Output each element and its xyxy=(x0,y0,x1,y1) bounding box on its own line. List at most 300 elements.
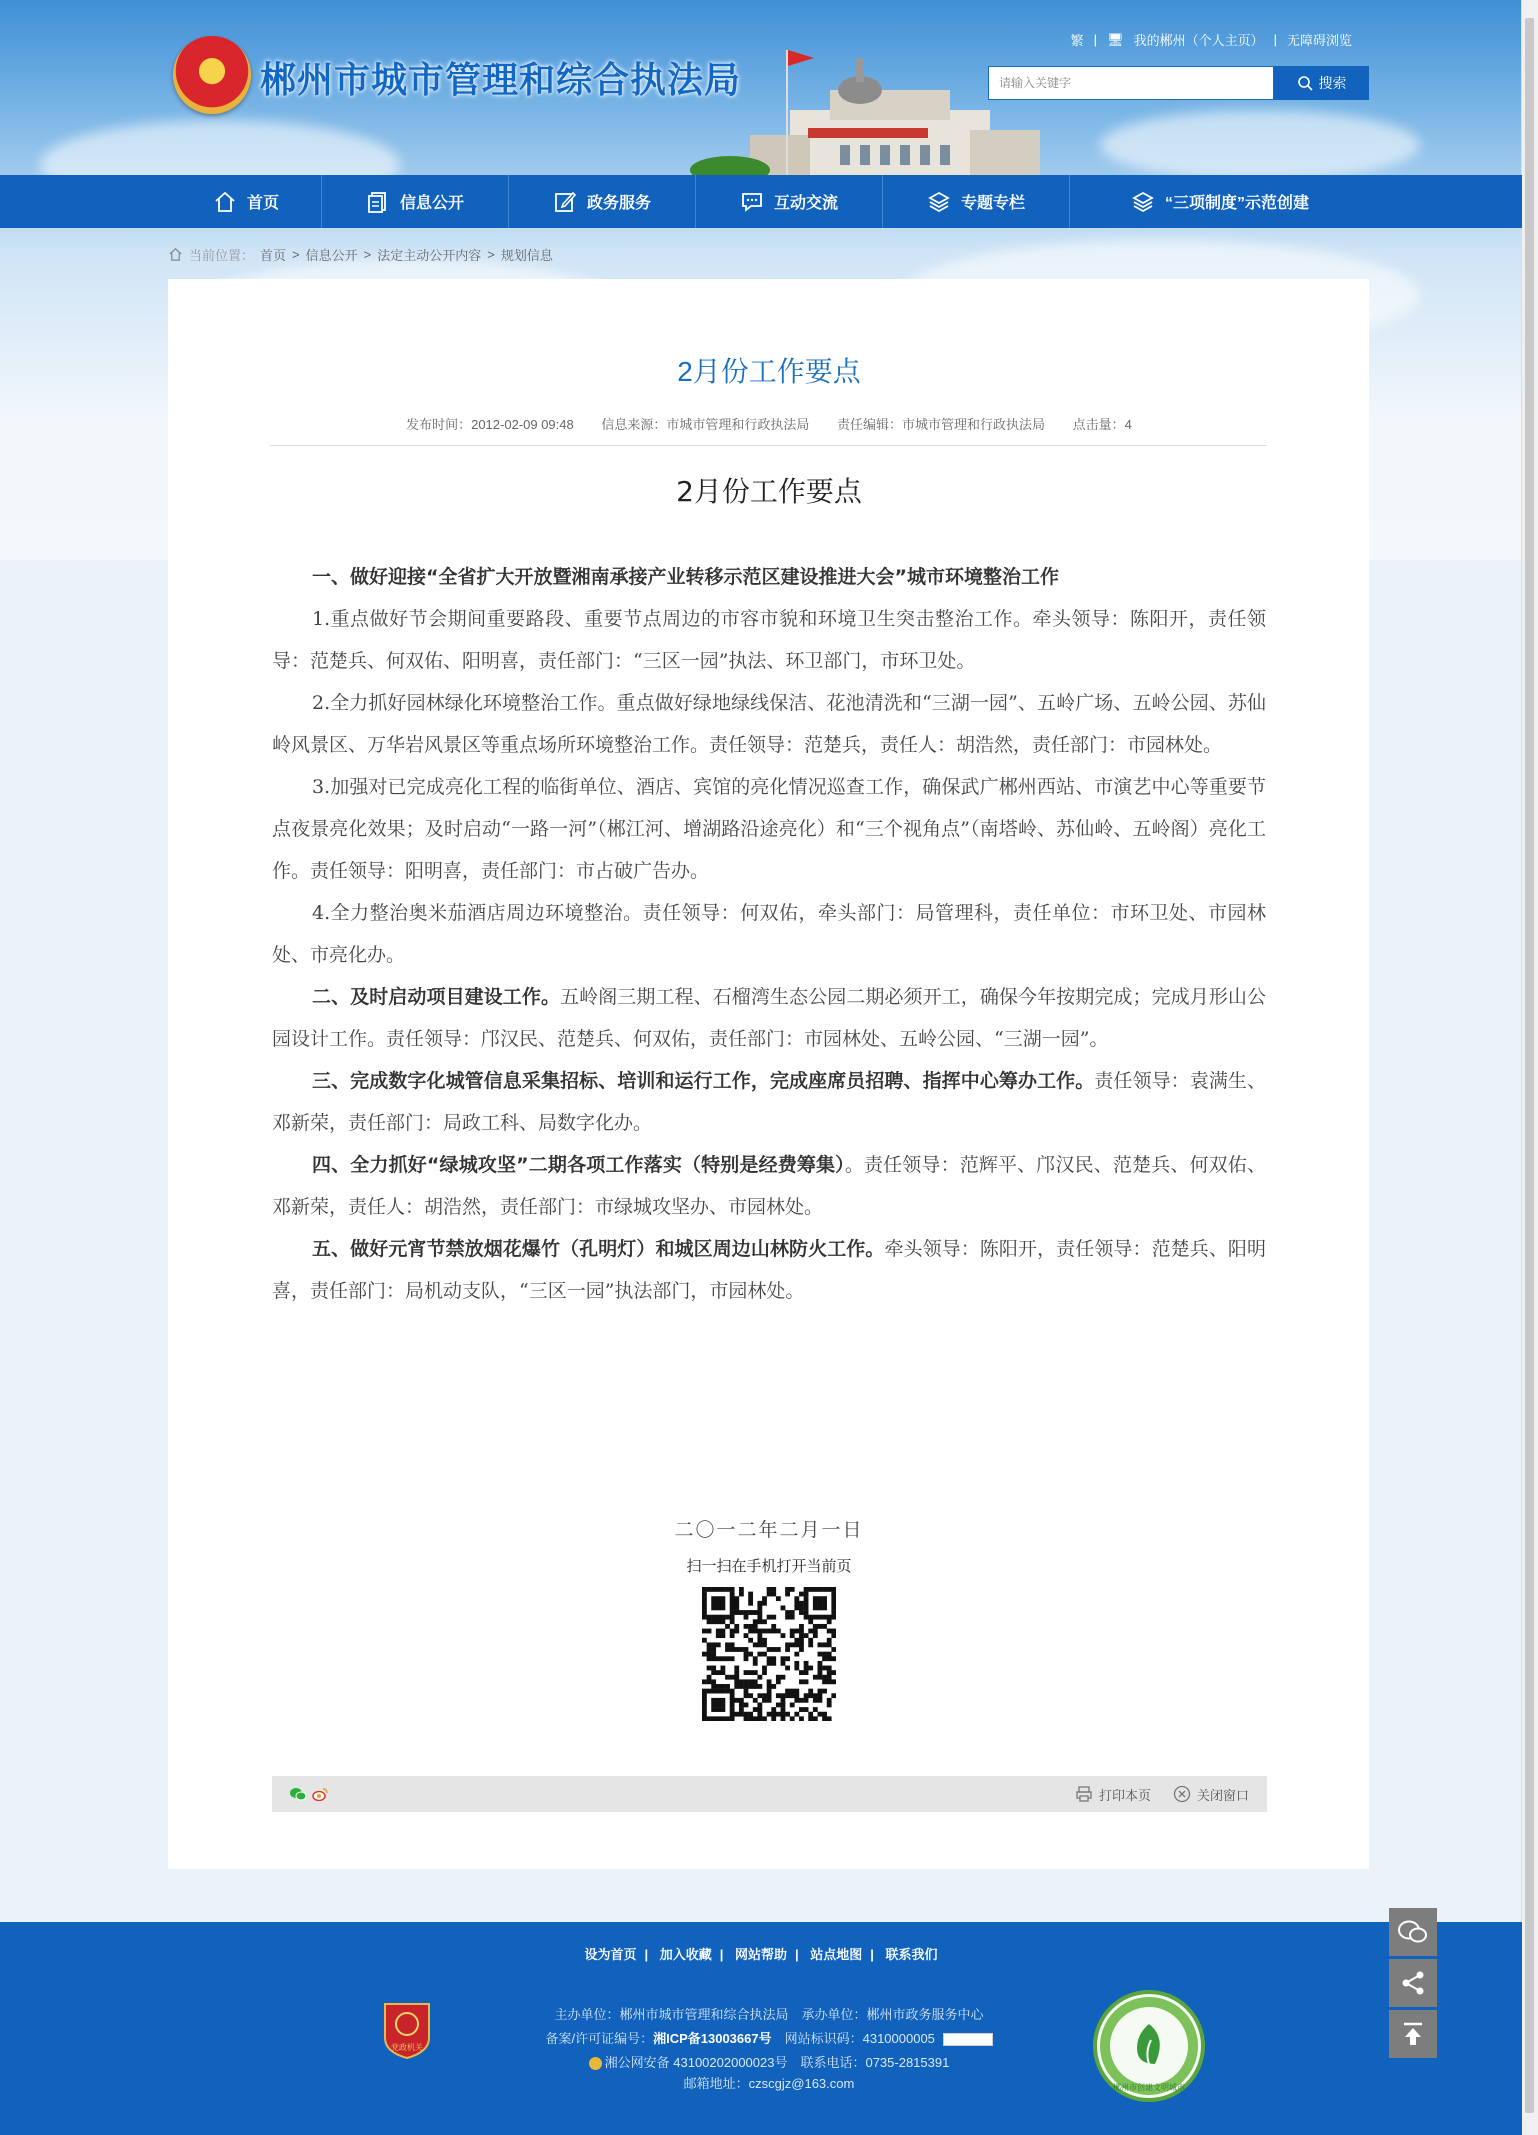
wechat-icon xyxy=(1398,1919,1428,1945)
paragraph: 3.加强对已完成亮化工程的临街单位、酒店、宾馆的亮化情况巡查工作，确保武广郴州西站、市演艺中心等重要节点夜景亮化效果；及时启动“一路一河”（郴江河、增湖路沿途亮化）和“三个视角点”（南塔岭、苏仙岭、五岭阁）亮化工作。责任领导：阳明喜，责任部门：市占破广告办。 xyxy=(272,776,1266,882)
paragraph: 二、及时启动项目建设工作。五岭阁三期工程、石榴湾生态公园二期必须开工，确保今年按期完成；完成月形山公园设计工作。责任领导：邝汉民、范楚兵、何双佑，责任部门：市园林处、五岭公园、“三湖一园”。 xyxy=(272,986,1266,1050)
footer-icp: 备案/许可证编号：湘ICP备13003667号 网站标识码：4310000005 xyxy=(0,2028,1538,2047)
qr-module xyxy=(776,1647,781,1652)
footer-link-help[interactable]: 网站帮助 xyxy=(734,1947,787,1962)
qr-module xyxy=(831,1693,836,1698)
qr-module xyxy=(739,1610,744,1615)
qr-module xyxy=(748,1684,753,1689)
qr-module xyxy=(707,1587,712,1592)
qr-module xyxy=(799,1633,804,1638)
qr-module xyxy=(734,1629,739,1634)
qr-module xyxy=(730,1703,735,1708)
qr-module xyxy=(744,1615,749,1620)
qr-module xyxy=(808,1629,813,1634)
qr-module xyxy=(748,1592,753,1597)
breadcrumb-public[interactable]: 法定主动公开内容 xyxy=(377,248,482,263)
qr-module xyxy=(725,1689,730,1694)
qr-module xyxy=(725,1684,730,1689)
qr-module xyxy=(744,1703,749,1708)
qr-module xyxy=(767,1684,772,1689)
qr-module xyxy=(711,1703,716,1708)
qr-module xyxy=(785,1615,790,1620)
printer-icon xyxy=(1075,1785,1093,1803)
qr-module xyxy=(711,1684,716,1689)
qr-module xyxy=(799,1716,804,1721)
qr-module xyxy=(744,1712,749,1717)
qr-module xyxy=(804,1596,809,1601)
qr-module xyxy=(702,1610,707,1615)
qr-module xyxy=(720,1670,725,1675)
building-illustration xyxy=(690,40,1050,175)
qr-module xyxy=(785,1666,790,1671)
qr-module xyxy=(799,1698,804,1703)
qr-module xyxy=(762,1698,767,1703)
article-title: 2月份工作要点 xyxy=(677,356,861,387)
badge-right-label: 郴州市创建文明城市 xyxy=(1113,2083,1185,2092)
qr-module xyxy=(785,1689,790,1694)
qr-module xyxy=(808,1666,813,1671)
qr-module xyxy=(762,1693,767,1698)
qr-module xyxy=(808,1693,813,1698)
qr-module xyxy=(785,1712,790,1717)
qr-module xyxy=(730,1642,735,1647)
qr-module xyxy=(753,1619,758,1624)
qr-module xyxy=(711,1707,716,1712)
breadcrumb-home[interactable]: 首页 xyxy=(260,248,287,263)
nav-item-services[interactable]: 政务服务 xyxy=(509,175,695,228)
qr-module xyxy=(702,1716,707,1721)
qr-module xyxy=(771,1647,776,1652)
qr-module xyxy=(702,1689,707,1694)
qr-module xyxy=(716,1596,721,1601)
qr-module xyxy=(725,1642,730,1647)
footer-link-sitemap[interactable]: 站点地图 xyxy=(810,1947,863,1962)
qr-module xyxy=(762,1601,767,1606)
qr-module xyxy=(707,1642,712,1647)
qr-module xyxy=(702,1698,707,1703)
qr-module xyxy=(730,1605,735,1610)
qr-module xyxy=(831,1610,836,1615)
qr-module xyxy=(794,1712,799,1717)
qr-module xyxy=(804,1605,809,1610)
qr-module xyxy=(831,1679,836,1684)
qr-module xyxy=(739,1712,744,1717)
paragraph: 1.重点做好节会期间重要路段、重要节点周边的市容市貌和环境卫生突击整治工作。牵头领导：陈阳开，责任领导：范楚兵、何双佑、阳明喜，责任部门：“三区一园”执法、环卫部门，市环卫处。 xyxy=(272,608,1266,672)
qr-module xyxy=(730,1601,735,1606)
qr-module xyxy=(730,1633,735,1638)
qr-module xyxy=(739,1684,744,1689)
qr-module xyxy=(771,1661,776,1666)
nav-item-home[interactable]: 首页 xyxy=(170,175,322,228)
qr-module xyxy=(831,1670,836,1675)
qr-module xyxy=(771,1587,776,1592)
footer-link-favorite[interactable]: 加入收藏 xyxy=(659,1947,712,1962)
qr-module xyxy=(790,1642,795,1647)
qr-module xyxy=(730,1647,735,1652)
qr-module xyxy=(716,1656,721,1661)
breadcrumb-info[interactable]: 信息公开 xyxy=(305,248,358,263)
qr-module xyxy=(702,1596,707,1601)
qr-module xyxy=(762,1596,767,1601)
qr-module xyxy=(827,1587,832,1592)
qr-module xyxy=(785,1587,790,1592)
qr-module xyxy=(822,1666,827,1671)
qr-module xyxy=(799,1638,804,1643)
qr-module xyxy=(771,1629,776,1634)
qr-module xyxy=(790,1610,795,1615)
paragraph: 2.全力抓好园林绿化环境整治工作。重点做好绿地绿线保洁、花池清洗和“三湖一园”、五岭广场、五岭公园、苏仙岭风景区、万华岩风景区等重点场所环境整治工作。责任领导：范楚兵，责任人：胡浩然，责任部门：市园林处。 xyxy=(272,692,1266,756)
back-to-top-button[interactable] xyxy=(1389,2010,1437,2058)
icp-link[interactable]: 湘ICP备13003667号 xyxy=(653,2031,772,2046)
document-icon xyxy=(366,190,390,214)
qr-module xyxy=(753,1661,758,1666)
qr-module xyxy=(818,1652,823,1657)
search-input[interactable]: 请输入关键字 xyxy=(988,66,1274,100)
qr-module xyxy=(813,1693,818,1698)
qr-module xyxy=(831,1629,836,1634)
qr-module xyxy=(767,1698,772,1703)
qr-module xyxy=(711,1652,716,1657)
qr-module xyxy=(711,1647,716,1652)
nav-item-interaction[interactable]: 互动交流 xyxy=(696,175,882,228)
qr-module xyxy=(753,1698,758,1703)
qr-module xyxy=(720,1601,725,1606)
nav-item-info[interactable]: 信息公开 xyxy=(322,175,508,228)
qr-module xyxy=(757,1712,762,1717)
qr-module xyxy=(730,1587,735,1592)
qr-module xyxy=(808,1615,813,1620)
qr-module xyxy=(720,1707,725,1712)
qr-module xyxy=(790,1703,795,1708)
qr-module xyxy=(771,1624,776,1629)
qr-module xyxy=(822,1605,827,1610)
qr-module xyxy=(781,1675,786,1680)
qr-module xyxy=(748,1652,753,1657)
qr-module xyxy=(753,1679,758,1684)
qr-module xyxy=(702,1712,707,1717)
qr-module xyxy=(808,1619,813,1624)
qr-module xyxy=(716,1642,721,1647)
qr-module xyxy=(716,1689,721,1694)
qr-module xyxy=(744,1624,749,1629)
qr-module xyxy=(804,1615,809,1620)
qr-module xyxy=(771,1684,776,1689)
qr-module xyxy=(753,1642,758,1647)
qr-module xyxy=(730,1656,735,1661)
qr-module xyxy=(716,1703,721,1708)
qr-module xyxy=(702,1693,707,1698)
qr-module xyxy=(790,1629,795,1634)
qr-module xyxy=(767,1615,772,1620)
paragraph: 五、做好元宵节禁放烟花爆竹（孔明灯）和城区周边山林防火工作。牵头领导：陈阳开，责任领导：范楚兵、阳明喜，责任部门：局机动支队，“三区一园”执法部门，市园林处。 xyxy=(272,1238,1266,1302)
paragraph: 四、全力抓好“绿城攻坚”二期各项工作落实（特别是经费筹集）。责任领导：范辉平、邝汉民、范楚兵、何双佑、邓新荣，责任人：胡浩然，责任部门：市绿城攻坚办、市园林处。 xyxy=(272,1154,1266,1218)
qr-module xyxy=(808,1638,813,1643)
qr-module xyxy=(711,1679,716,1684)
qr-module xyxy=(813,1587,818,1592)
close-window-button[interactable]: 关闭窗口 xyxy=(1173,1785,1249,1804)
qr-module xyxy=(720,1596,725,1601)
qr-module xyxy=(757,1703,762,1708)
qr-module xyxy=(716,1707,721,1712)
qr-module xyxy=(702,1703,707,1708)
qr-module xyxy=(730,1689,735,1694)
qr-module xyxy=(725,1615,730,1620)
qr-module xyxy=(827,1703,832,1708)
qr-module xyxy=(734,1605,739,1610)
print-button[interactable]: 打印本页 xyxy=(1075,1785,1151,1804)
qr-module xyxy=(720,1716,725,1721)
qr-module xyxy=(734,1684,739,1689)
site-title[interactable]: 郴州市城市管理和综合执法局 xyxy=(260,60,742,101)
qr-module xyxy=(827,1642,832,1647)
qr-module xyxy=(776,1675,781,1680)
qr-module xyxy=(804,1592,809,1597)
qr-module xyxy=(794,1661,799,1666)
qr-module xyxy=(818,1670,823,1675)
qr-module xyxy=(804,1633,809,1638)
layers-icon xyxy=(927,190,951,214)
qr-module xyxy=(785,1647,790,1652)
qr-module xyxy=(707,1716,712,1721)
article-meta xyxy=(0,414,1538,433)
qr-module xyxy=(748,1679,753,1684)
qr-module xyxy=(757,1633,762,1638)
qr-module xyxy=(799,1605,804,1610)
qr-module xyxy=(827,1652,832,1657)
nav-item-three-systems[interactable]: “三项制度”示范创建 xyxy=(1070,175,1370,228)
qr-module xyxy=(744,1679,749,1684)
share-icon xyxy=(1400,1970,1426,1996)
qr-module xyxy=(762,1716,767,1721)
qr-module xyxy=(716,1698,721,1703)
qr-module xyxy=(739,1679,744,1684)
qr-module xyxy=(804,1666,809,1671)
my-homepage-link[interactable]: 我的郴州（个人主页） xyxy=(1133,33,1264,48)
traditional-chinese-link[interactable]: 繁 xyxy=(1070,33,1084,48)
qr-module xyxy=(831,1615,836,1620)
qr-module xyxy=(767,1629,772,1634)
qr-module xyxy=(813,1707,818,1712)
qr-module xyxy=(720,1605,725,1610)
qr-module xyxy=(794,1638,799,1643)
qr-module xyxy=(781,1656,786,1661)
qr-module xyxy=(720,1629,725,1634)
qr-module xyxy=(725,1656,730,1661)
search-button[interactable] xyxy=(1274,66,1369,100)
qr-module xyxy=(831,1596,836,1601)
qr-module xyxy=(748,1629,753,1634)
qr-module xyxy=(822,1624,827,1629)
qr-module xyxy=(707,1629,712,1634)
qr-module xyxy=(730,1675,735,1680)
footer-link-contact[interactable]: 联系我们 xyxy=(885,1947,938,1962)
qr-module xyxy=(781,1698,786,1703)
accessibility-link[interactable]: 无障碍浏览 xyxy=(1286,33,1352,48)
wechat-share-icon[interactable] xyxy=(290,1787,306,1801)
qr-module xyxy=(707,1619,712,1624)
qr-module xyxy=(711,1615,716,1620)
qr-module xyxy=(794,1605,799,1610)
qr-module xyxy=(739,1592,744,1597)
qr-module xyxy=(757,1619,762,1624)
qr-module xyxy=(720,1666,725,1671)
qr-module xyxy=(771,1716,776,1721)
qr-module xyxy=(799,1592,804,1597)
qr-module xyxy=(744,1610,749,1615)
civilized-city-badge-icon[interactable] xyxy=(1093,1990,1205,2102)
qr-module xyxy=(711,1596,716,1601)
qr-module xyxy=(720,1615,725,1620)
search-button-label: 搜索 xyxy=(1318,75,1347,91)
qr-module xyxy=(711,1605,716,1610)
qr-module xyxy=(771,1656,776,1661)
qr-module xyxy=(818,1666,823,1671)
qr-module xyxy=(702,1707,707,1712)
qr-module xyxy=(702,1587,707,1592)
qr-module xyxy=(771,1712,776,1717)
qr-module xyxy=(702,1638,707,1643)
qr-module xyxy=(725,1716,730,1721)
cnzz-icon[interactable] xyxy=(943,2033,993,2046)
qr-module xyxy=(748,1596,753,1601)
footer-email: 邮箱地址：czscgjz@163.com xyxy=(683,2076,855,2091)
weibo-share-icon[interactable] xyxy=(312,1788,328,1801)
qr-module xyxy=(720,1689,725,1694)
qr-module xyxy=(822,1615,827,1620)
qr-module xyxy=(781,1703,786,1708)
qr-module xyxy=(757,1707,762,1712)
footer-link-set-home[interactable]: 设为首页 xyxy=(584,1947,637,1962)
qr-module xyxy=(757,1693,762,1698)
qr-module xyxy=(822,1596,827,1601)
qr-module xyxy=(785,1693,790,1698)
qr-module xyxy=(734,1679,739,1684)
qr-module xyxy=(818,1661,823,1666)
paragraph: 一、做好迎接“全省扩大开放暨湘南承接产业转移示范区建设推进大会”城市环境整治工作 xyxy=(312,566,1059,588)
qr-module xyxy=(734,1601,739,1606)
qr-module xyxy=(804,1707,809,1712)
qr-module xyxy=(748,1716,753,1721)
qr-module xyxy=(762,1642,767,1647)
qr-module xyxy=(767,1679,772,1684)
qr-module xyxy=(822,1675,827,1680)
qr-module xyxy=(734,1670,739,1675)
qr-module xyxy=(799,1624,804,1629)
qr-module xyxy=(831,1647,836,1652)
qr-module xyxy=(776,1596,781,1601)
qr-module xyxy=(734,1610,739,1615)
qr-module xyxy=(748,1601,753,1606)
qr-module xyxy=(813,1675,818,1680)
qr-module xyxy=(753,1610,758,1615)
qr-module xyxy=(711,1619,716,1624)
qr-module xyxy=(818,1587,823,1592)
qr-module xyxy=(781,1693,786,1698)
paragraph: 三、完成数字化城管信息采集招标、培训和运行工作，完成座席员招聘、指挥中心筹办工作。责任领导：袁满生、邓新荣，责任部门：局政工科、局数字化办。 xyxy=(272,1070,1266,1134)
breadcrumb-planning[interactable]: 规划信息 xyxy=(500,248,553,263)
qr-module xyxy=(730,1592,735,1597)
qr-module xyxy=(767,1592,772,1597)
qr-module xyxy=(716,1615,721,1620)
footer-police: 湘公网安备 43100202000023号 联系电话：0735-2815391 xyxy=(0,2052,1538,2071)
hit-count: 点击量：4 xyxy=(1072,417,1132,432)
qr-module xyxy=(720,1684,725,1689)
qr-module xyxy=(716,1601,721,1606)
qr-module xyxy=(762,1652,767,1657)
qr-module xyxy=(720,1703,725,1708)
qr-module xyxy=(711,1656,716,1661)
qr-module xyxy=(822,1679,827,1684)
qr-module xyxy=(818,1605,823,1610)
qr-module xyxy=(744,1670,749,1675)
qr-module xyxy=(831,1592,836,1597)
breadcrumb: 当前位置： 首页 > 信息公开 > 法定主动公开内容 > 规划信息 xyxy=(168,245,553,264)
qr-module xyxy=(771,1615,776,1620)
scrollbar[interactable] xyxy=(1521,0,1538,2135)
footer-links: 设为首页 | 加入收藏 | 网站帮助 | 站点地图 | 联系我们 xyxy=(584,1947,938,1962)
qr-module xyxy=(776,1712,781,1717)
qr-module xyxy=(804,1679,809,1684)
qr-module xyxy=(822,1652,827,1657)
scrollbar-thumb[interactable] xyxy=(1525,18,1534,2113)
qr-module xyxy=(762,1666,767,1671)
qr-module xyxy=(707,1656,712,1661)
qr-module xyxy=(781,1716,786,1721)
qr-module xyxy=(757,1652,762,1657)
qr-module xyxy=(720,1587,725,1592)
qr-module xyxy=(804,1670,809,1675)
share-float-button[interactable] xyxy=(1389,1959,1437,2007)
qr-module xyxy=(730,1716,735,1721)
wechat-float-button[interactable] xyxy=(1389,1908,1437,1956)
footer-sponsor: 主办单位：郴州市城市管理和综合执法局 承办单位：郴州市政务服务中心 xyxy=(554,2007,984,2022)
qr-module xyxy=(799,1670,804,1675)
qr-module xyxy=(730,1610,735,1615)
qr-module xyxy=(757,1638,762,1643)
top-links: 繁 | 🖥 我的郴州（个人主页） | 无障碍浏览 xyxy=(1070,31,1352,48)
qr-module xyxy=(831,1633,836,1638)
qr-module xyxy=(799,1610,804,1615)
qr-module xyxy=(813,1596,818,1601)
qr-module xyxy=(822,1689,827,1694)
qr-module xyxy=(799,1707,804,1712)
qr-module xyxy=(827,1670,832,1675)
qr-module xyxy=(725,1647,730,1652)
qr-module xyxy=(702,1652,707,1657)
qr-module xyxy=(753,1707,758,1712)
nav-item-topics[interactable]: 专题专栏 xyxy=(883,175,1069,228)
qr-module xyxy=(702,1615,707,1620)
qr-module xyxy=(702,1601,707,1606)
qr-module xyxy=(716,1587,721,1592)
qr-module xyxy=(781,1712,786,1717)
qr-module xyxy=(808,1642,813,1647)
qr-module xyxy=(707,1679,712,1684)
qr-module xyxy=(753,1684,758,1689)
qr-module xyxy=(827,1675,832,1680)
qr-module xyxy=(808,1716,813,1721)
qr-module xyxy=(808,1587,813,1592)
publish-time: 发布时间：2012-02-09 09:48 xyxy=(406,417,574,432)
breadcrumb-prefix: 当前位置： xyxy=(189,248,255,263)
monitor-icon: 🖥 xyxy=(1107,31,1124,47)
qr-module xyxy=(734,1666,739,1671)
qr-module xyxy=(762,1638,767,1643)
qr-module xyxy=(804,1601,809,1606)
main-nav xyxy=(0,175,1522,228)
qr-module xyxy=(827,1698,832,1703)
qr-module xyxy=(818,1712,823,1717)
